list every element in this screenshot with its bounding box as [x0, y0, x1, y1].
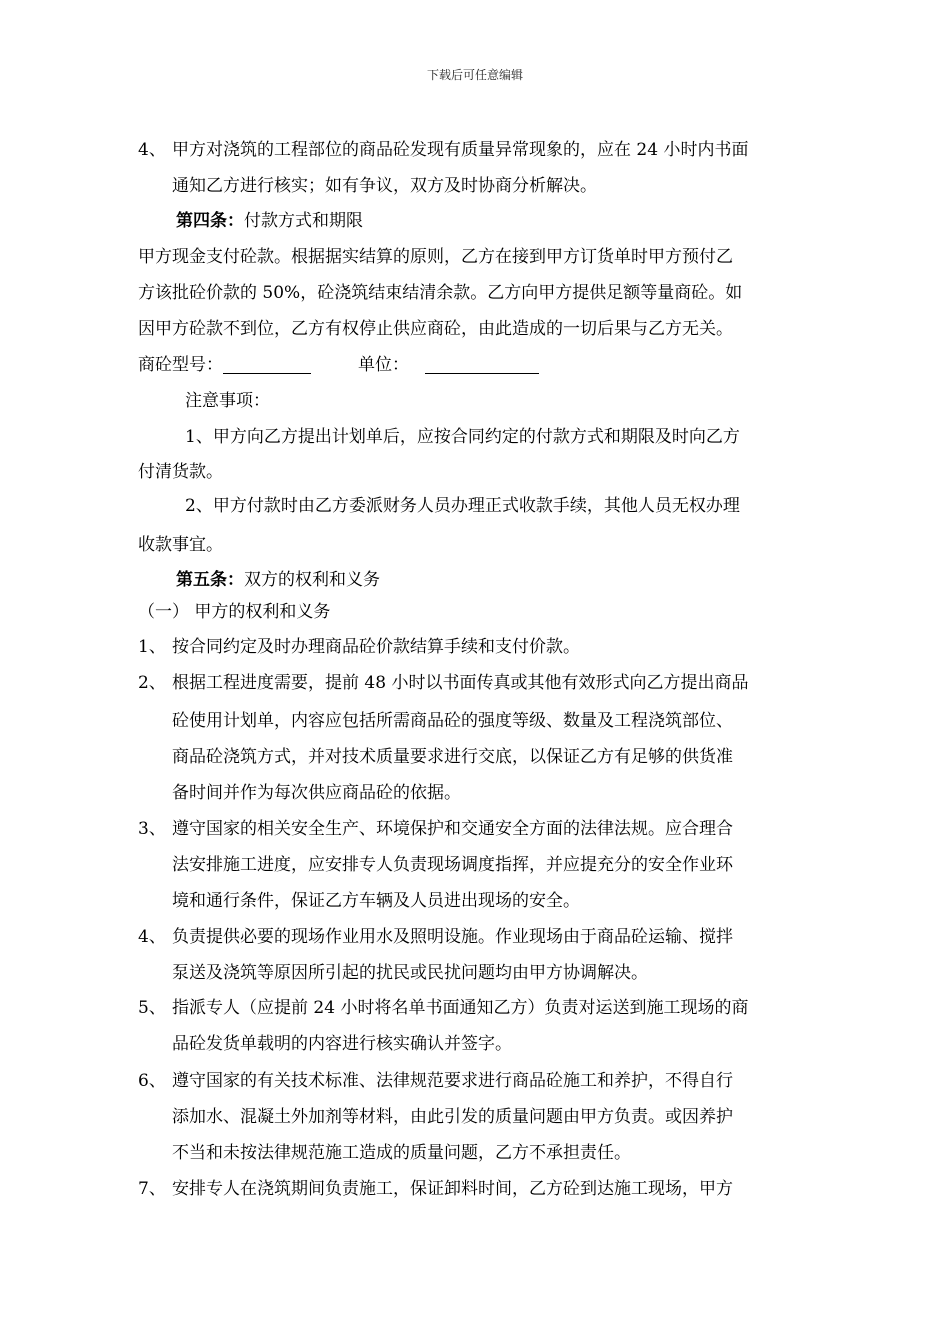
list-item-cont: 品砼发货单载明的内容进行核实确认并签字。 [172, 1034, 512, 1054]
item-4-prev-line1: 4、 甲方对浇筑的工程部位的商品砼发现有质量异常现象的，应在 24 小时内书面 [138, 140, 749, 160]
list-item: 2、 根据工程进度需要，提前 48 小时以书面传真或其他有效形式向乙方提出商品 [138, 673, 749, 693]
list-item: 3、 遵守国家的相关安全生产、环境保护和交通安全方面的法律法规。应合理合 [138, 819, 733, 839]
list-item: 1、 按合同约定及时办理商品砼价款结算手续和支付价款。 [138, 637, 580, 657]
item-4-prev-line2: 通知乙方进行核实；如有争议，双方及时协商分析解决。 [172, 176, 597, 196]
list-item-cont: 不当和未按法律规范施工造成的质量问题，乙方不承担责任。 [172, 1143, 631, 1163]
page-header: 下载后可任意编辑 [426, 68, 523, 82]
note-1-line1: 1、甲方向乙方提出计划单后，应按合同约定的付款方式和期限及时向乙方 [185, 427, 740, 447]
article-4-para-line3: 因甲方砼款不到位，乙方有权停止供应商砼，由此造成的一切后果与乙方无关。 [138, 319, 733, 339]
unit-label: 单位： [358, 355, 409, 375]
list-item-cont: 商品砼浇筑方式，并对技术质量要求进行交底，以保证乙方有足够的供货准 [172, 747, 733, 767]
notes-title: 注意事项： [185, 391, 270, 411]
note-2-line1: 2、甲方付款时由乙方委派财务人员办理正式收款手续，其他人员无权办理 [185, 496, 740, 516]
note-1-line2: 付清货款。 [138, 462, 223, 482]
article-4-heading: 第四条：付款方式和期限 [176, 211, 363, 231]
list-item-cont: 泵送及浇筑等原因所引起的扰民或民扰问题均由甲方协调解决。 [172, 963, 648, 983]
list-item-cont: 添加水、混凝土外加剂等材料，由此引发的质量问题由甲方负责。或因养护 [172, 1107, 733, 1127]
concrete-model-label: 商砼型号： [138, 355, 223, 375]
list-item-cont: 砼使用计划单，内容应包括所需商品砼的强度等级、数量及工程浇筑部位、 [172, 711, 733, 731]
list-item: 6、 遵守国家的有关技术标准、法律规范要求进行商品砼施工和养护，不得自行 [138, 1071, 733, 1091]
article-4-para-line2: 方该批砼价款的 50%，砼浇筑结束结清余款。乙方向甲方提供足额等量商砼。如 [138, 283, 743, 303]
article-5-heading: 第五条：双方的权利和义务 [176, 570, 380, 590]
concrete-model-row [138, 353, 311, 377]
concrete-model-blank[interactable] [223, 355, 311, 374]
list-item-cont: 法安排施工进度，应安排专人负责现场调度指挥，并应提充分的安全作业环 [172, 855, 733, 875]
unit-blank[interactable] [425, 355, 539, 374]
item-number: 4、 [138, 140, 166, 160]
article-4-para-line1: 甲方现金支付砼款。根据据实结算的原则，乙方在接到甲方订货单时甲方预付乙 [138, 247, 733, 267]
list-item-cont: 境和通行条件，保证乙方车辆及人员进出现场的安全。 [172, 891, 580, 911]
note-2-line2: 收款事宜。 [138, 535, 223, 555]
list-item: 7、 安排专人在浇筑期间负责施工，保证卸料时间，乙方砼到达施工现场，甲方 [138, 1179, 733, 1199]
list-item: 5、 指派专人（应提前 24 小时将名单书面通知乙方）负责对运送到施工现场的商 [138, 998, 749, 1018]
list-item-cont: 备时间并作为每次供应商品砼的依据。 [172, 783, 461, 803]
section-party-a: （一） 甲方的权利和义务 [138, 602, 331, 622]
list-item: 4、 负责提供必要的现场作业用水及照明设施。作业现场由于商品砼运输、搅拌 [138, 927, 733, 947]
unit-row [358, 353, 539, 377]
